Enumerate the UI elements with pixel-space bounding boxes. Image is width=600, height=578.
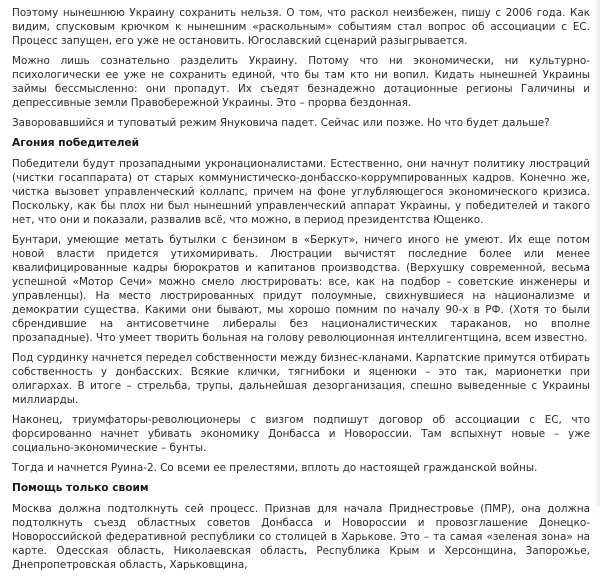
paragraph: Бунтари, умеющие метать бутылки с бензином в «Беркут», ничего иного не умеют. Их еще потом новой власти придется утихомиривать. Люстрации вычистят последние более или менее квалифицированные кадры бюрократов и капитанов производства. (Верхушку современной, весьма успешной «Мотор Сечи» можно смело люстрировать: все, как на подбор – советские инженеры и управленцы). На место люстрированных придут полоумные, свихнувшиеся на национализме и демократии существа. Какими они бывают, мы хорошо помним по началу 90-х в РФ. (Хотя то были сбрендившие на антисоветчине либералы без националистических тараканов, но вполне прозападные). Что умеет творить больная на голову революционная интеллигентщина, всем известно. <box>12 234 590 344</box>
paragraph: Наконец, триумфаторы-революционеры с визгом подпишут договор об ассоциации с ЕС, что форсированно начнет убивать экономику Донбасса и Новороссии. Там вспыхнут новые – уже социально-экономические – бунты. <box>12 414 590 454</box>
paragraph: Поэтому нынешнюю Украину сохранить нельзя. О том, что раскол неизбежен, пишу с 2006 года. Как видим, спусковым крючком к нынешним «раскольным» событиям стал вопрос об ассоциации с ЕС. Процесс запущен, его уже не остановить. Югославский сценарий разыгрывается. <box>12 7 590 47</box>
page-edge <box>594 0 600 507</box>
paragraph: Москва должна подтолкнуть сей процесс. Признав для начала Приднестровье (ПМР), она должна подтолкнуть съезд областных советов Донбасса и Новороссии и провозглашение Донецко-Новороссийской федеративной республики со столицей в Харькове. Это – та самая «зеленая зона» на карте. Одесская область, Николаевская область, Республика Крым и Херсонщина, Запорожье, Днепропетровская область, Харьковщина, <box>12 503 590 571</box>
paragraph: Победители будут прозападными укронационалистами. Естественно, они начнут политику люстраций (чистки госаппарата) от старых коммунистическо-донбасско-коррумпированных кадров. Конечно же, чистка вызовет управленческий коллапс, причем на фоне углубляющегося экономического кризиса. Поскольку, как бы плох ни был нынешний управленческий аппарат Украины, у победителей и такого нет, что они и показали, развалив всё, что можно, в период президентства Ющенко. <box>12 158 590 226</box>
paragraph: Можно лишь сознательно разделить Украину. Потому что ни экономически, ни культурно-психологически ее уже не сохранить единой, что бы там кто ни вопил. Кидать нынешней Украины займы бессмысленно: они пропадут. Их съедят безнадежно дотационные регионы Галичины и депрессивные земли Правобережной Украины. Это – прорва бездонная. <box>12 55 590 109</box>
paragraph: Под сурдинку начнется передел собственности между бизнес-кланами. Карпатские примутся отбирать собственность у донбасских. Всякие клички, тягнибоки и яценюки – это так, марионетки при олигархах. В итоге – стрельба, трупы, дальнейшая дезорганизация, спешно выведенные с Украины миллиарды. <box>12 352 590 406</box>
paragraph: Тогда и начнется Руина-2. Со всеми ее прелестями, вплоть до настоящей гражданской войны. <box>12 462 538 474</box>
paragraph: Заворовавшийся и туповатый режим Януковича падет. Сейчас или позже. Но что будет дальше? <box>12 117 550 129</box>
section-heading: Агония победителей <box>12 137 140 149</box>
article-body <box>12 6 590 578</box>
section-heading: Помощь только своим <box>12 482 149 494</box>
